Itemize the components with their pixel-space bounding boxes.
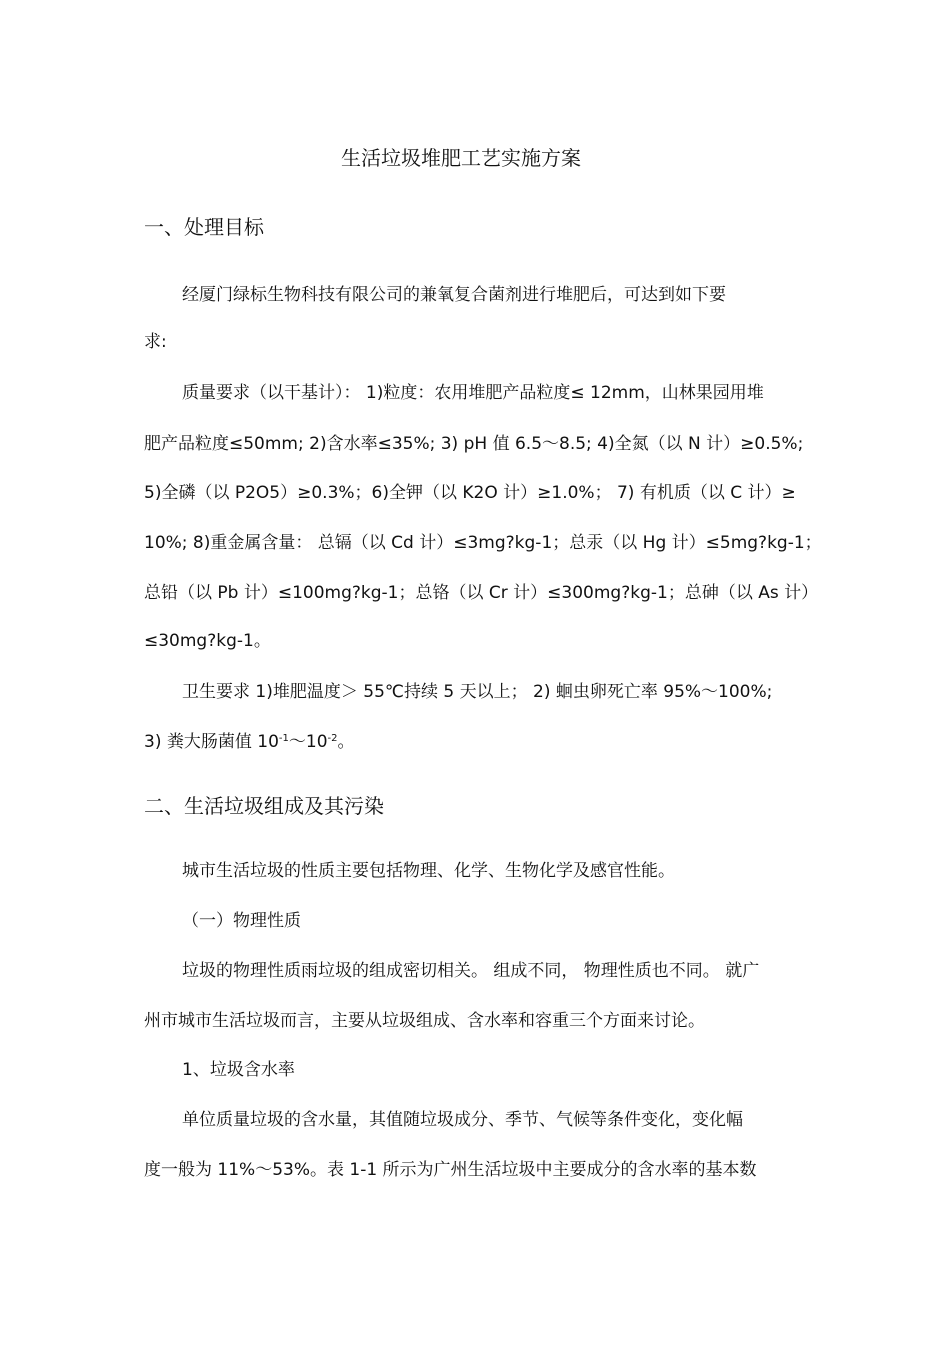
paragraph-line: 度一般为 11%～53%。表 1-1 所示为广州生活垃圾中主要成分的含水率的基本数	[144, 1160, 757, 1180]
paragraph-line: 州市城市生活垃圾而言，主要从垃圾组成、含水率和容重三个方面来讨论。	[144, 1011, 705, 1031]
paragraph-line: 卫生要求 1)堆肥温度＞ 55℃持续 5 天以上； 2) 蛔虫卵死亡率 95%～100%;	[182, 682, 773, 702]
text-fragment: ～10	[288, 732, 328, 752]
text-fragment: 3) 粪大肠菌值 10	[144, 732, 279, 752]
subheading: （一）物理性质	[182, 911, 301, 931]
paragraph-line: ≤30mg?kg-1。	[144, 631, 271, 651]
paragraph-line	[144, 731, 355, 753]
paragraph-line: 总铅（以 Pb 计）≤100mg?kg-1；总铬（以 Cr 计）≤300mg?kg-1；总砷（以 As 计）	[144, 583, 819, 603]
paragraph-line: 求:	[144, 332, 167, 352]
section-heading-2: 二、生活垃圾组成及其污染	[144, 794, 384, 818]
paragraph-line: 10%; 8)重金属含量： 总镉（以 Cd 计）≤3mg?kg-1；总汞（以 Hg 计）≤5mg?kg-1；	[144, 533, 822, 553]
paragraph-line: 垃圾的物理性质雨垃圾的组成密切相关。 组成不同， 物理性质也不同。 就广	[182, 961, 760, 981]
superscript: -1	[278, 733, 289, 744]
paragraph-line: 质量要求（以干基计）： 1)粒度：农用堆肥产品粒度≤ 12mm，山林果园用堆	[182, 383, 764, 403]
paragraph-line: 城市生活垃圾的性质主要包括物理、化学、生物化学及感官性能。	[182, 861, 675, 881]
paragraph-line: 经厦门绿标生物科技有限公司的兼氧复合菌剂进行堆肥后，可达到如下要	[182, 285, 726, 305]
text-fragment: 。	[337, 732, 355, 752]
paragraph-line: 肥产品粒度≤50mm; 2)含水率≤35%; 3) pH 值 6.5～8.5; 4)全氮（以 N 计）≥0.5%;	[144, 434, 804, 454]
paragraph-line: 单位质量垃圾的含水量，其值随垃圾成分、季节、气候等条件变化，变化幅	[182, 1110, 743, 1130]
subheading: 1、垃圾含水率	[182, 1060, 295, 1080]
section-heading-1: 一、处理目标	[144, 215, 264, 239]
superscript: -2	[327, 733, 338, 744]
document-title: 生活垃圾堆肥工艺实施方案	[341, 146, 581, 170]
paragraph-line: 5)全磷（以 P2O5）≥0.3%；6)全钾（以 K2O 计）≥1.0%； 7) 有机质（以 C 计）≥	[144, 483, 796, 503]
